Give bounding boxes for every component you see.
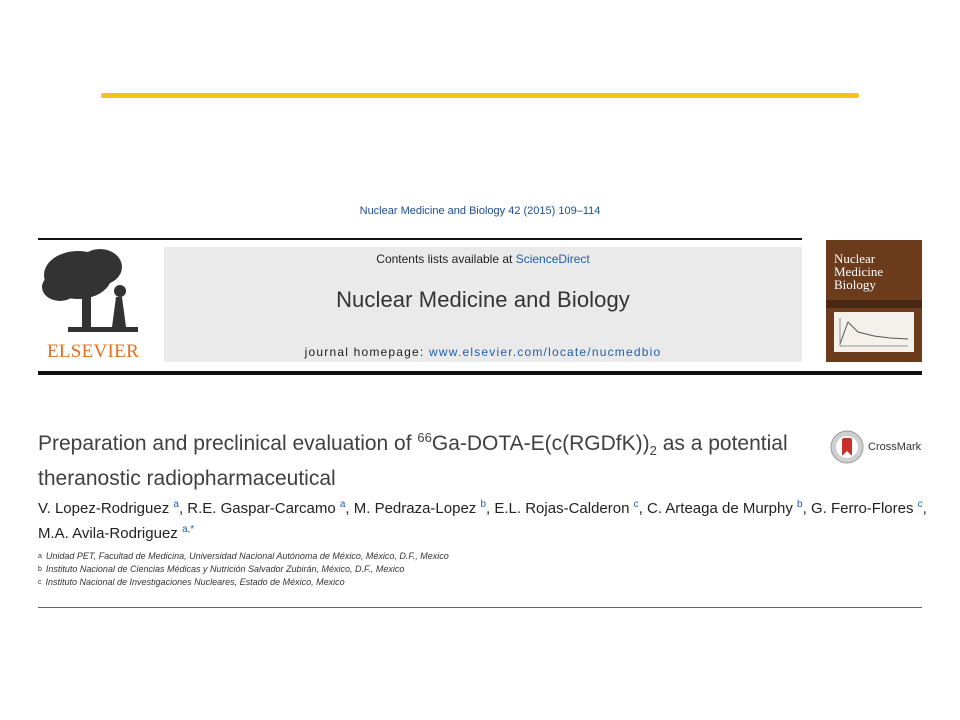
accent-bar — [101, 93, 859, 98]
title-part1: Preparation and preclinical evaluation of — [38, 432, 418, 455]
cover-strip — [826, 300, 922, 308]
header-top-rule — [38, 238, 802, 240]
cover-line2: Medicine — [834, 264, 884, 279]
author-name[interactable]: R.E. Gaspar-Carcamo — [187, 500, 340, 517]
header-end-rule — [38, 607, 922, 608]
cover-figure — [834, 312, 914, 352]
author-name[interactable]: C. Arteaga de Murphy — [646, 500, 798, 517]
author-affiliation-mark[interactable]: b — [797, 499, 803, 510]
header-bottom-rule — [38, 371, 922, 375]
affiliation-item — [38, 576, 918, 589]
journal-header-box — [164, 247, 802, 362]
affiliation-mark: c — [38, 579, 42, 586]
homepage-prefix: journal homepage: — [304, 345, 429, 359]
contents-prefix: Contents lists available at — [376, 252, 516, 266]
author-list: V. Lopez-Rodriguez $^a$, R.E. Gaspar-Carcamo $^a$, M. Pedraza-Lopez $^b$, E.L. Rojas-Calderon $^c$, C. Arteaga de Murphy $^b$, G. Ferro-Flores $^c$, M.A. Avila-Rodriguez $^{a,*}$ — [38, 499, 927, 542]
author-name[interactable]: E.L. Rojas-Calderon — [494, 500, 634, 517]
journal-cover — [826, 240, 922, 362]
cover-title — [834, 252, 916, 291]
tree-icon — [38, 247, 148, 339]
journal-name: Nuclear Medicine and Biology — [336, 287, 630, 312]
cover-chart-icon — [834, 312, 914, 352]
author-affiliation-mark[interactable]: c — [917, 499, 923, 510]
title-part3: as a potential theranostic radiopharmaceutical — [38, 432, 788, 491]
elsevier-logo — [38, 247, 150, 365]
sciencedirect-link[interactable]: ScienceDirect — [515, 252, 590, 266]
author-affiliation-mark[interactable]: a,* — [181, 524, 195, 535]
affiliation-text: Instituto Nacional de Investigaciones Nucleares, Estado de México, Mexico — [45, 577, 345, 587]
author-name[interactable]: V. Lopez-Rodriguez — [38, 500, 174, 517]
affiliation-item — [38, 550, 918, 563]
author-affiliation-mark[interactable]: b — [480, 499, 487, 510]
affiliation-list — [38, 550, 918, 589]
cover-line1: Nuclear — [834, 251, 876, 266]
crossmark-badge[interactable] — [830, 430, 930, 466]
journal-citation: Nuclear Medicine and Biology 42 (2015) 109–114 — [359, 205, 601, 217]
affiliation-mark: b — [38, 566, 42, 573]
crossmark-label: CrossMark — [868, 441, 922, 453]
cover-line3: Biology — [834, 277, 876, 292]
author-name[interactable]: M.A. Avila-Rodriguez — [38, 525, 182, 542]
author-name[interactable]: M. Pedraza-Lopez — [353, 500, 481, 517]
author-affiliation-mark[interactable]: a — [339, 499, 346, 510]
author-affiliation-mark[interactable]: a — [173, 499, 179, 510]
title-subscript: 2 — [649, 443, 657, 459]
affiliation-mark: a — [38, 553, 42, 560]
elsevier-wordmark: ELSEVIER — [46, 341, 140, 362]
author-name[interactable]: G. Ferro-Flores — [810, 500, 918, 517]
article-title — [38, 424, 798, 493]
author-affiliation-mark[interactable]: c — [633, 499, 639, 510]
affiliation-text: Unidad PET, Facultad de Medicina, Universidad Nacional Autónoma de México, México, D.F., Mexico — [45, 551, 449, 561]
homepage-line — [164, 345, 802, 359]
affiliation-item — [38, 563, 918, 576]
affiliation-text: Instituto Nacional de Ciencias Médicas y Nutrición Salvador Zubirán, México, D.F., Mexico — [45, 564, 405, 574]
homepage-link[interactable]: www.elsevier.com/locate/nucmedbio — [428, 345, 662, 359]
title-isotope: 66 — [417, 430, 432, 445]
contents-line — [164, 252, 802, 266]
title-part2: Ga-DOTA-E(c(RGDfK)) — [431, 432, 650, 455]
crossmark-icon — [830, 430, 864, 464]
